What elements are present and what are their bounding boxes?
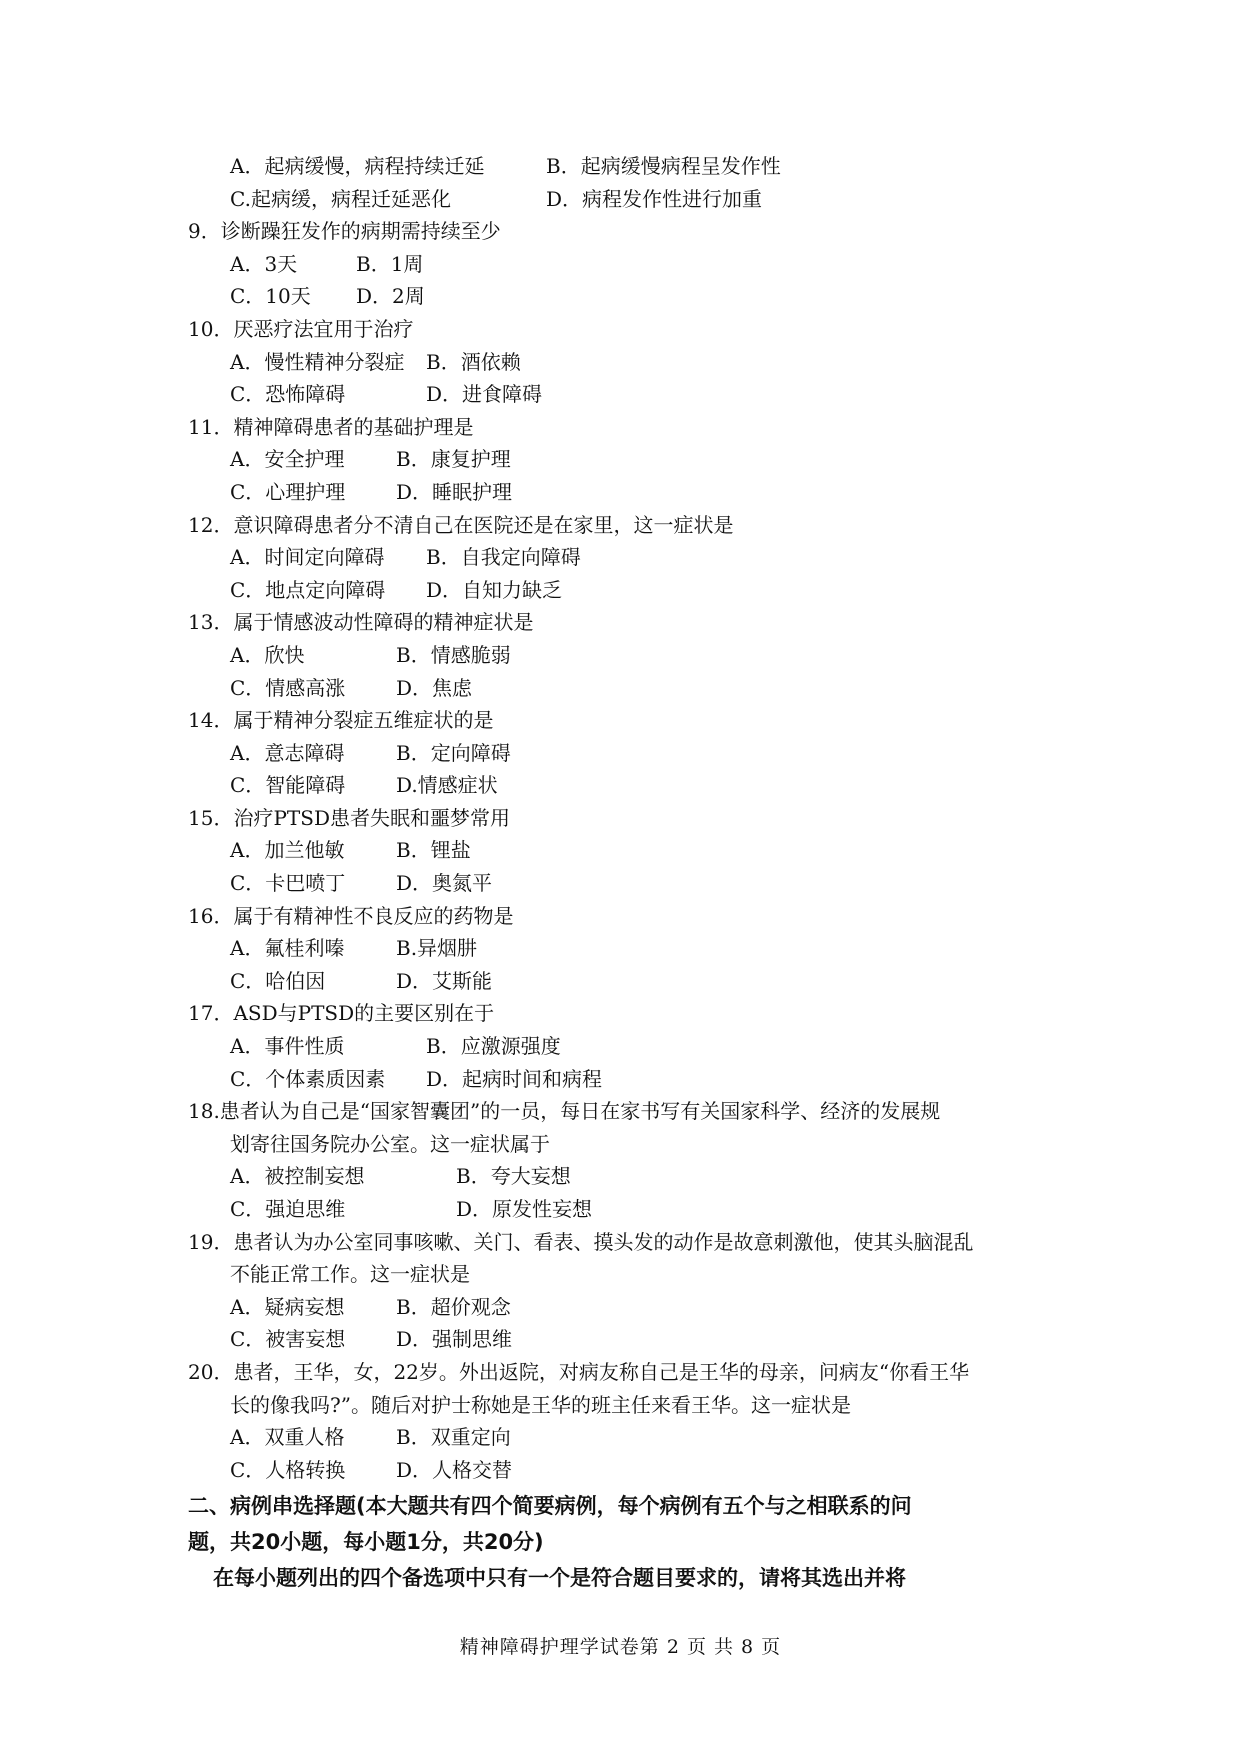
section-2-title-continued: 题，共20小题，每小题1分，共20分) [188,1530,544,1555]
q14-option-c: C．智能障碍 [230,773,346,798]
q17-option-c: C．个体素质因素 [230,1066,386,1091]
q19-option-d: D．强制思维 [396,1327,513,1352]
q16-option-c: C．哈伯因 [230,968,326,993]
q12-option-b: B．自我定向障碍 [426,545,581,570]
q16-option-a: A．氟桂利嗪 [230,936,345,961]
q17-stem: 17．ASD与PTSD的主要区别在于 [188,1001,495,1026]
q15-options-row-2 [188,867,1068,900]
q10-option-b: B．酒依赖 [426,349,521,374]
q15-option-c: C．卡巴喷丁 [230,871,346,896]
q10-option-d: D．进食障碍 [426,382,543,407]
q13-options-row-1 [188,639,1068,672]
q20-option-d: D．人格交替 [396,1457,513,1482]
q11-option-b: B．康复护理 [396,447,511,472]
q18-option-c: C．强迫思维 [230,1197,346,1221]
q8-option-a: A．起病缓慢，病程持续迁延 [230,154,485,178]
q20-options-row-1 [188,1421,1068,1454]
q10-options-row-1 [188,346,1068,379]
q13-stem: 13．属于情感波动性障碍的精神症状是 [188,610,534,635]
q11-option-c: C．心理护理 [230,479,346,504]
q11-option-d: D．睡眠护理 [396,479,513,504]
q17-option-a: A．事件性质 [230,1034,345,1059]
q13-option-d: D．焦虑 [396,675,473,700]
q9-option-d: D．2周 [356,284,425,309]
page-footer: 精神障碍护理学试卷第 2 页 共 8 页 [459,1636,782,1658]
q19-option-c: C．被害妄想 [230,1327,346,1352]
q12-options-row-2 [188,574,1068,607]
q18-option-d: D．原发性妄想 [456,1197,593,1221]
section-2-instruction: 在每小题列出的四个备选项中只有一个是符合题目要求的，请将其选出并将 [213,1566,906,1591]
q17-options-row-2 [188,1063,1068,1096]
q17-option-d: D．起病时间和病程 [426,1066,603,1091]
q16-stem: 16．属于有精神性不良反应的药物是 [188,903,514,928]
q10-options-row-2 [188,378,1068,411]
q14-stem: 14．属于精神分裂症五维症状的是 [188,708,494,733]
q20-stem: 20．患者，王华，女，22岁。外出返院，对病友称自己是王华的母亲，问病友“你看王华 [188,1359,970,1384]
q18-option-b: B．夸大妄想 [456,1164,571,1189]
question-list [188,150,1068,1596]
q19-options-row-2 [188,1323,1068,1356]
q18-stem-continued: 划寄往国务院办公室。这一症状属于 [230,1131,550,1156]
q15-options-row-1 [188,834,1068,867]
q10-option-a: A．慢性精神分裂症 [230,349,405,374]
q16-option-d: D．艾斯能 [396,968,493,993]
q20-option-c: C．人格转换 [230,1457,346,1482]
q15-option-d: D．奥氮平 [396,871,493,896]
q20-options-row-2 [188,1454,1068,1487]
q15-option-b: B．锂盐 [396,838,471,863]
q16-option-b: B.异烟肼 [396,936,478,961]
q16-options-row-1 [188,932,1068,965]
q8-option-b: B．起病缓慢病程呈发作性 [546,154,781,178]
q14-option-d: D.情感症状 [396,773,498,798]
q10-stem: 10．厌恶疗法宜用于治疗 [188,316,414,341]
q8-options-row-2 [188,183,1068,216]
q14-option-a: A．意志障碍 [230,740,345,765]
q8-option-c: C.起病缓，病程迁延恶化 [230,186,451,211]
q19-options-row-1 [188,1291,1068,1324]
q19-stem-continued: 不能正常工作。这一症状是 [230,1262,470,1287]
q13-option-a: A．欣快 [230,642,305,667]
q20-stem-continued: 长的像我吗?”。随后对护士称她是王华的班主任来看王华。这一症状是 [230,1392,851,1417]
q8-option-d: D．病程发作性进行加重 [546,186,763,211]
q11-options-row-2 [188,476,1068,509]
q9-option-c: C．10天 [230,284,311,309]
q12-option-d: D．自知力缺乏 [426,577,563,602]
q19-stem: 19．患者认为办公室同事咳嗽、关门、看表、摸头发的动作是故意刺激他，使其头脑混乱 [188,1229,974,1254]
q20-option-b: B．双重定向 [396,1425,511,1450]
q9-options-row-1 [188,248,1068,281]
q15-option-a: A．加兰他敏 [230,838,345,863]
q12-option-c: C．地点定向障碍 [230,577,386,602]
q12-stem: 12．意识障碍患者分不清自己在医院还是在家里，这一症状是 [188,512,734,537]
q18-options-row-1 [188,1160,1068,1193]
q9-options-row-2 [188,280,1068,313]
q17-options-row-1 [188,1030,1068,1063]
q11-stem: 11．精神障碍患者的基础护理是 [188,414,474,439]
q13-option-b: B．情感脆弱 [396,642,511,667]
q14-options-row-2 [188,769,1068,802]
q12-option-a: A．时间定向障碍 [230,545,385,570]
q12-options-row-1 [188,541,1068,574]
q13-options-row-2 [188,672,1068,705]
q9-stem: 9．诊断躁狂发作的病期需持续至少 [188,219,501,244]
q16-options-row-2 [188,965,1068,998]
q9-option-b: B．1周 [356,251,424,276]
q9-option-a: A．3天 [230,251,298,276]
q19-option-a: A．疑病妄想 [230,1294,345,1319]
q11-option-a: A．安全护理 [230,447,345,472]
q18-option-a: A．被控制妄想 [230,1164,365,1189]
q11-options-row-1 [188,443,1068,476]
q18-options-row-2 [188,1193,1068,1226]
q17-option-b: B．应激源强度 [426,1034,561,1059]
q15-stem: 15．治疗PTSD患者失眠和噩梦常用 [188,805,510,830]
q19-option-b: B．超价观念 [396,1294,511,1319]
q13-option-c: C．情感高涨 [230,675,346,700]
q14-options-row-1 [188,737,1068,770]
q10-option-c: C．恐怖障碍 [230,382,346,407]
q20-option-a: A．双重人格 [230,1425,345,1450]
q18-stem: 18.患者认为自己是“国家智囊团”的一员，每日在家书写有关国家科学、经济的发展规 [188,1099,941,1124]
q14-option-b: B．定向障碍 [396,740,511,765]
q8-options-row-1 [188,150,1068,183]
section-2-title: 二、病例串选择题(本大题共有四个简要病例，每个病例有五个与之相联系的问 [188,1494,912,1519]
